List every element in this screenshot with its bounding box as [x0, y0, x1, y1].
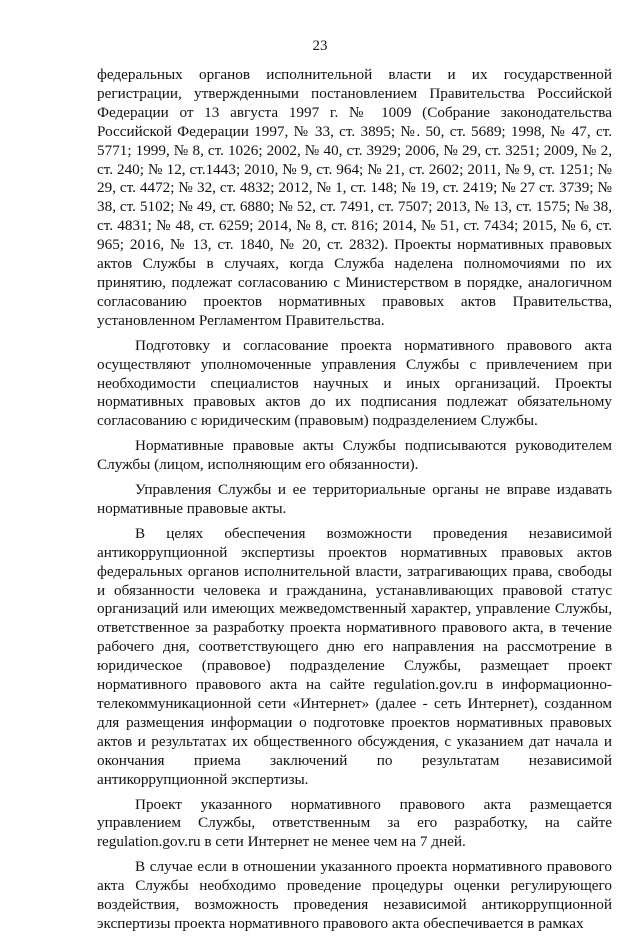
paragraph-regulatory-impact: В случае если в отношении указанного проекта нормативного правового акта Службы необходимо проведение процедуры оценки регулирующего воздействия, возможность проведения независимой антикоррупционной экспертизы проекта нормативного правового акта обеспечивается в рамках [97, 858, 612, 932]
paragraph-continuation: федеральных органов исполнительной власти и их государственной регистрации, утвержденными постановлением Правительства Российской Федерации от 13 августа 1997 г. № 1009 (Собрание законодательства Российской Федерации 1997, № 33, ст. 3895; №. 50, ст. 5689; 1998, № 47, ст. 5771; 1999, № 8, ст. 1026; 2002, № 40, ст. 3929; 2006, № 29, ст. 3251; 2009, № 2, ст. 240; № 12, ст.1443; 2010, № 9, ст. 964; № 21, ст. 2602; 2011, № 9, ст. 1251; № 29, ст. 4472; № 32, ст. 4832; 2012, № 1, ст. 148; № 19, ст. 2419; № 27 ст. 3739; № 38, ст. 5102; № 49, ст. 6880; № 52, ст. 7491, ст. 7507; 2013, № 13, ст. 1575; № 38, ст. 4831; № 48, ст. 6259; 2014, № 8, ст. 816; 2014, № 51, ст. 7434; 2015, № 6, ст. 965; 2016, № 13, ст. 1840, № 20, ст. 2832). Проекты нормативных правовых актов Службы в случаях, когда Служба наделена полномочиями по их принятию, подлежат согласованию с Министерством в порядке, аналогичном согласованию проектов нормативных правовых актов Правительства, установленном Регламентом Правительства. [97, 66, 612, 329]
document-body [97, 66, 612, 940]
page-number: 23 [312, 38, 328, 54]
paragraph-signing: Нормативные правовые акты Службы подписываются руководителем Службы (лицом, исполняющим его обязанности). [97, 437, 612, 474]
paragraph-territorial-bodies: Управления Службы и ее территориальные органы не вправе издавать нормативные правовые акты. [97, 481, 612, 517]
paragraph-anticorruption-expertise: В целях обеспечения возможности проведения независимой антикоррупционной экспертизы проектов нормативных правовых актов федеральных органов исполнительной власти, затрагивающих права, свободы и обязанности человека и гражданина, устанавливающих правовой статус организаций или имеющих межведомственный характер, управление Службы, ответственное за разработку проекта нормативного правового акта, в течение рабочего дня, соответствующего дню его направления на рассмотрение в юридическое (правовое) подразделение Службы, размещает проект нормативного правового акта на сайте regulation.gov.ru в информационно-телекоммуникационной сети «Интернет» (далее - сеть Интернет), созданном для размещения информации о подготовке проектов нормативных правовых актов и результатах их общественного обсуждения, с указанием дат начала и окончания приема заключений по результатам независимой антикоррупционной экспертизы. [97, 524, 612, 788]
paragraph-placement: Проект указанного нормативного правового акта размещается управлением Службы, ответственным за его разработку, на сайте regulation.gov.ru в сети Интернет не менее чем на 7 дней. [97, 795, 612, 851]
paragraph-preparation: Подготовку и согласование проекта нормативного правового акта осуществляют уполномоченные управления Службы с привлечением при необходимости специалистов научных и иных организаций. Проекты нормативных правовых актов до их подписания подлежат обязательному согласованию с юридическим (правовым) подразделением Службы. [97, 336, 612, 430]
